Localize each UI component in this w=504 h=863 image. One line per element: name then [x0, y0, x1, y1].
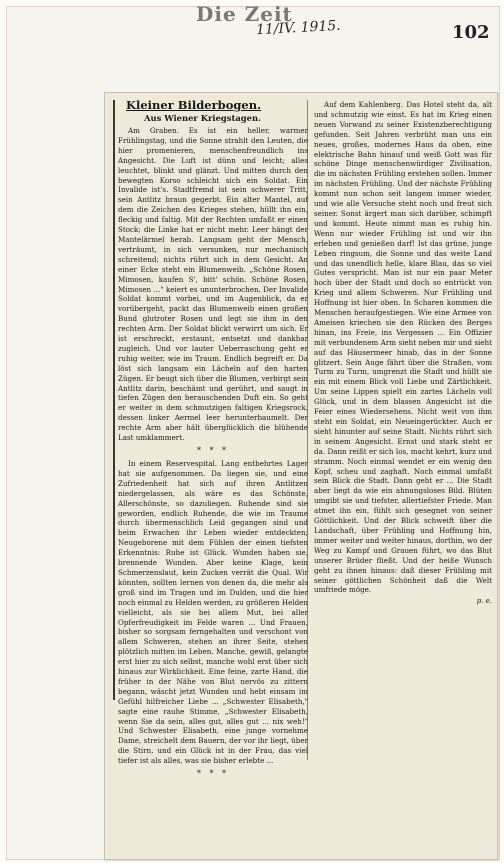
publication-name: Die Zeit — [196, 2, 293, 26]
article-subtitle: Aus Wiener Kriegstagen. — [144, 113, 261, 123]
section-divider: * * * — [196, 446, 230, 455]
paragraph-reservespital: In einem Reservespital. Lang entbehrtes Lager hat sie aufgenommen. Da liegen sie, und eine Zufriedenheit hat sich auf ihren Antlitzen niedergelassen, als wäre es das Schönste, Allerschönste, so dazuliegen. Ruhende sind sie geworden, endlich Ruhende, die wie im Traume durch übermenschlich Leid gegangen sind und beim Erwachen ihr Leben wieder entdeckten; Neugeborene mit dem Fühlen der einen tiefsten Erkenntnis: Ruhe ist Glück. Wunden haben sie, brennende Wunden. Aber keine Klage, kein Schmerzenslaut, kein Zucken verrät die Qual. Wir könnten, sollten lernen von denen da, die mehr als groß sind im Tragen und im Dulden, und die hier noch einmal zu Helden werden, zu größeren Helden vielleicht, als sie bei allem Mut, bei aller Opferfreudigkeit im Felde waren ... Und Frauen, bisher so sorgsam ferngehalten und verschont von allem Schweren, stehen an ihrer Seite, stehen plötzlich mitten im Leben. Manche, gewiß, gelangte erst hier zu sich selbst, manche wohl erst über sich hinaus zur Wirklichkeit. Eine feine, zarte Hand, die früher in der Nähe von Blut nervös zu zittern begann, wäscht jetzt Wunden und hebt einsam im Gefühl hilfreicher Liebe ... „Schwester Elisabeth," sagte eine rauhe Stimme, „Schwester Elisabeth, wenn Sie da sein, alles gut, alles gut ... nix weh!" Und Schwester Elisabeth, eine junge vornehme Dame, streichelt dem Bauern, der vor ihr liegt, über die Stirn, und ein Glück ist in der Frau, das viel tiefer ist als alles, was sie bisher erlebte ... — [118, 459, 308, 766]
left-column — [110, 96, 308, 782]
paragraph-graben: Am Graben. Es ist ein heller, warmer Frühlingstag, und die Sonne strahlt den Leuten, die hier promenieren, menschenfreundlich ins Angesicht. Die Luft ist dünn und leicht; alles leuchtet, blinkt und glänzt. Und mitten durch den bewegten Korso schleicht sich ein Soldat. Ein Invalide ist's. Stadtfremd ist sein schwerer Tritt, sein Antlitz braun gegerbt. Ein alter Mantel, auf dem die Zeichen des Krieges stehen, hüllt ihn ein, fleckig und faltig. Mit der Rechten umfaßt er einen Stock; die Linke hat er nicht mehr. Leer hängt der Mantelärmel herab. Langsam geht der Mensch, verträumt, in sich versunken, nur mechanisch schreitend; nichts rührt sich in dem Gesicht. An einer Ecke steht ein Blumenweib. „Schöne Rosen, Mimosen, kaufen S', bitt' schön. Schöne Rosen, Mimosen ..." keiert es ununterbrochen. Der Invalide Soldat kommt vorbei, und im Augenblick, da er vorübergeht, packt das Blumenweib einen großen Bund glutroter Rosen und legt sie ihm in den rechten Arm. Der Soldat blickt verwirrt um sich. Er ist erschreckt, erstaunt, entsetzt und dankbar zugleich. Und vor lauter Ueberraschung geht er ruhig weiter, wie im Traum. Endlich begreift er. Da löst sich langsam ein Lächeln auf den harten Zügen. Er beugt sich über die Blumen, verbirgt sein Antlitz darin, beschämt und gerührt, und saugt in tiefen Zügen den berauschenden Duft ein. So geht er weiter in dem schmutzigen faltigen Kriegsrock, dessen linker Aermel leer herunterbaumelt. Der rechte Arm aber hält überglücklich die blühende Last umklammert. — [118, 126, 308, 443]
page-number: 102 — [452, 22, 490, 43]
handwritten-date: 11/IV. 1915. — [255, 17, 342, 39]
paragraph-kahlenberg: Auf dem Kahlenberg. Das Hotel steht da, alt und schmutzig wie einst. Es hat im Krieg einen neuen Vorwand zu seiner Existenzberechtigung gefunden. Seit Jahren verbrüht man uns ein neues, großes, modernes Haus da oben, eine elektrische Bahn hinauf und weiß Gott was für schöne Dinge menschenwürdiger Zivilisation, die im nächsten Frühling erstehen sollen. Immer im nächsten Frühling. Und der nächste Frühling kommt nun schon seit langem immer wieder, und wie alle Versuche steht noch und freut sich seiner. Sonst ärgert man sich darüber, schimpft und kommt. Heute nimmt man es ruhig hin. Wenn nur wieder Frühling ist und wir ihn erleben und genießen darf! Ist das grüne, junge Leben ringsum, die Sonne und das weite Land und das unendlich helle, klare Blau, das so viel Gutes verspricht. Man ist nur ein paar Meter hoch über der Stadt und doch so entrückt von Krieg und allem Schweren. Nur Frühling und Hoffnung ist hier oben. In Scharen kommen die Menschen heraufgestiegen. Wie eine Armee von Ameisen kriechen sie den Rücken des Berges hinan, ins Freie, ins Vergessen ... Ein Offizier mit verbundenem Arm sieht neben mir und sieht auf das Häusermeer hinab, das in der Sonne glitzert. Sein Auge fährt über die Straßen, vom Turm zu Turm, umgrenzt die Stadt und hüllt sie ein mit einem Blick voll Liebe und Zärtlichkeit. Um seine Lippen spielt ein zartes Lächeln voll Glück, und in dem blassen Angesicht ist die Feier eines Wiedersehens. Nicht weit von ihm steht ein Soldat, ein Neueingerückter. Auch er sieht hinunter auf seine Stadt. Nichts rührt sich in seinem Angesicht. Ernst und stark steht er da. Dann reißt er sich los, macht kehrt, kurz und stramm. Noch einmal wendet er ein wenig den Kopf, scheu und zaghaft. Noch einmal umfaßt sein Blick die Stadt. Dann geht er ... Die Stadt aber liegt da wie ein ahnungsloses Bild. Blüten umgibt sie und tiefster, allertiefster Friede. Man atmet ihn ein, fühlt sich gesegnet von seiner Göttlichkeit. Und der Blick schweift über die Landschaft, über Frühling und Hoffnung hin, immer weiter und weiter hinaus, dorthin, wo der Weg zu Kampf und Grauen führt, wo das Blut unserer Brüder fließt. Und der heiße Wunsch geht zu ihnen hinaus: daß dieser Frühling mit seiner göttlichen Schönheit daß die Welt umfriede möge. — [314, 100, 492, 595]
right-column — [312, 100, 492, 605]
author-signature: p. e. — [476, 597, 492, 606]
section-divider: * * * — [196, 769, 230, 779]
article-title: Kleiner Bilderbogen. — [126, 98, 262, 112]
